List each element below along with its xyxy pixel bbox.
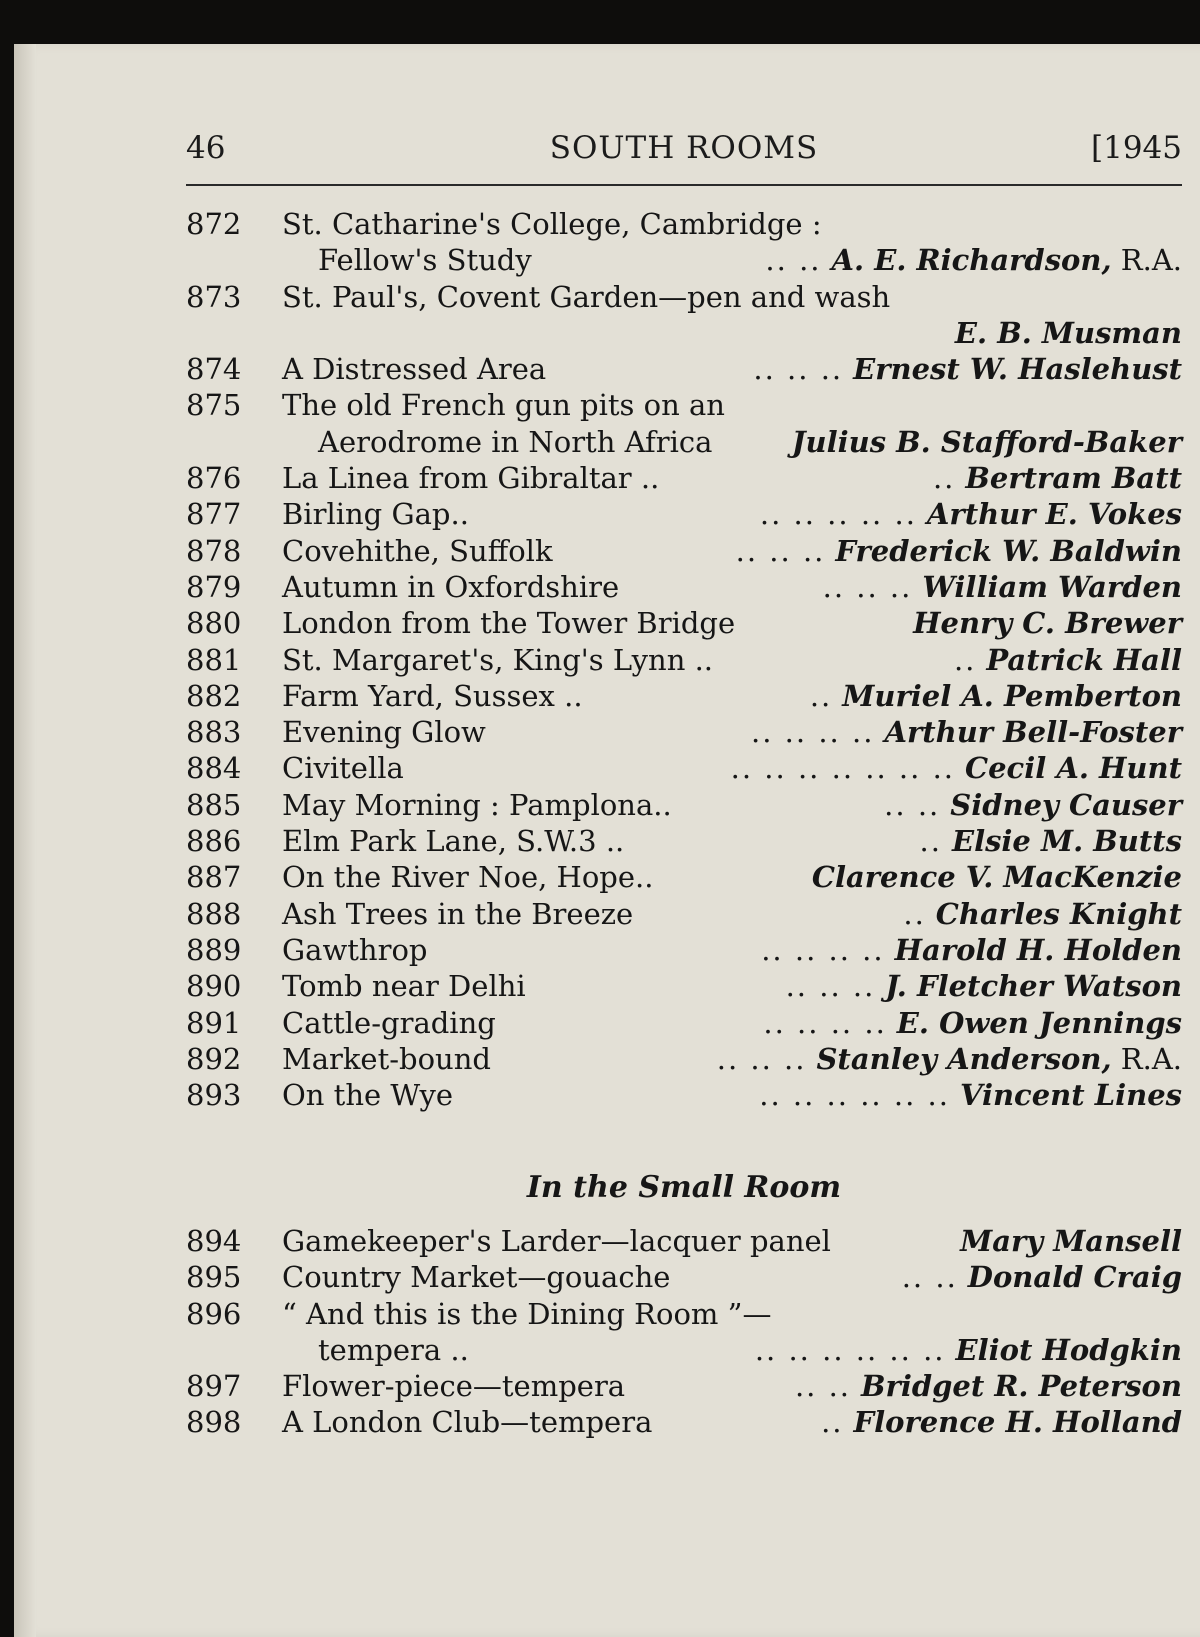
entry-title: Country Market—gouache	[282, 1260, 671, 1295]
artist-name	[956, 1332, 1182, 1368]
artist-name	[986, 642, 1182, 678]
dot-leader: ..	[932, 461, 956, 496]
entry-title: May Morning : Pamplona..	[282, 787, 672, 822]
entry-title: On the Wye	[282, 1078, 454, 1113]
entry-title: Cattle-grading	[282, 1005, 496, 1040]
entry-title: Covehithe, Suffolk	[282, 533, 553, 568]
entry-line	[186, 279, 1182, 315]
artist-name-text: William Warden	[922, 569, 1182, 604]
artist-name	[816, 1041, 1182, 1077]
dot-leader: ..	[809, 678, 833, 713]
artist-name	[960, 1223, 1182, 1259]
entry-title: Birling Gap..	[282, 497, 469, 532]
artist-name-text: Bridget R. Peterson	[861, 1369, 1182, 1404]
entry-list	[186, 206, 1182, 1113]
artist-name-text: Elsie M. Butts	[951, 824, 1182, 859]
artist-name-text: E. B. Musman	[954, 315, 1182, 350]
entry-line	[186, 569, 1182, 605]
artist-name-text: Florence H. Holland	[853, 1405, 1182, 1440]
entry-number: 876	[186, 461, 242, 496]
entry-title: La Linea from Gibraltar ..	[282, 461, 660, 496]
dot-leader: .. ..	[794, 1369, 852, 1404]
entry-line	[186, 1404, 1182, 1440]
entry-title: Market-bound	[282, 1041, 491, 1076]
artist-name	[842, 678, 1182, 714]
artist-name	[936, 896, 1182, 932]
artist-name-text: Arthur Bell-Foster	[884, 715, 1182, 750]
entry-number: 893	[186, 1078, 242, 1113]
artist-name-text: Henry C. Brewer	[913, 606, 1182, 641]
dot-leader: ..	[953, 642, 977, 677]
entry-number: 879	[186, 569, 242, 604]
entry-line	[186, 787, 1182, 823]
entry-number: 891	[186, 1005, 242, 1040]
artist-name-text: Ernest W. Haslehust	[853, 352, 1182, 387]
artist-name	[832, 242, 1182, 278]
dot-leader: .. .. .. .. .. ..	[759, 1078, 950, 1113]
entry-title: Farm Yard, Sussex ..	[282, 678, 583, 713]
entry-line	[186, 968, 1182, 1004]
entry-line	[186, 1223, 1182, 1259]
artist-name	[884, 714, 1182, 750]
dot-leader: .. .. .. ..	[761, 932, 885, 967]
entry-line	[186, 859, 1182, 895]
artist-name	[968, 1259, 1182, 1295]
entry-title: Civitella	[282, 751, 404, 786]
artist-name-text: Eliot Hodgkin	[955, 1332, 1182, 1367]
entry-number: 896	[186, 1296, 242, 1331]
entry-line	[186, 896, 1182, 932]
page-number: 46	[186, 130, 226, 166]
artist-name	[913, 605, 1182, 641]
entry-line	[186, 460, 1182, 496]
entry-title: Aerodrome in North Africa	[318, 424, 713, 459]
entry-line	[186, 678, 1182, 714]
entry-title: “ And this is the Dining Room ”—	[282, 1296, 772, 1331]
entry-number: 898	[186, 1405, 242, 1440]
dot-leader: .. ..	[901, 1260, 958, 1295]
entry-line	[186, 714, 1182, 750]
artist-name-text: Patrick Hall	[986, 642, 1182, 677]
entry-title: A Distressed Area	[282, 352, 547, 387]
entry-line	[186, 533, 1182, 569]
artist-name-text: Muriel A. Pemberton	[842, 678, 1182, 713]
artist-name-text: Stanley Anderson,	[816, 1041, 1112, 1076]
dot-leader: ..	[821, 1405, 844, 1440]
entry-number: 890	[186, 969, 242, 1004]
artist-name-text: Bertram Batt	[965, 461, 1182, 496]
page-gutter-shadow	[14, 44, 36, 1637]
entry-line	[186, 1296, 1182, 1332]
artist-name-text: Vincent Lines	[959, 1078, 1182, 1113]
artist-name	[965, 750, 1182, 786]
entry-number: 874	[186, 352, 242, 387]
artist-honor: R.A.	[1111, 243, 1182, 278]
entry-line	[186, 605, 1182, 641]
artist-name	[922, 569, 1182, 605]
entry-number: 882	[186, 678, 242, 713]
entry-number: 875	[186, 388, 242, 423]
entry-line	[186, 242, 1182, 278]
entry-title: St. Paul's, Covent Garden—pen and wash	[282, 279, 891, 314]
entry-title: St. Catharine's College, Cambridge :	[282, 207, 822, 241]
artist-name	[897, 1005, 1182, 1041]
entry-number: 872	[186, 207, 242, 241]
artist-name	[927, 496, 1182, 532]
entry-title: Gawthrop	[282, 932, 428, 967]
dot-leader: .. .. .. .. .. .. ..	[730, 751, 956, 786]
running-head	[186, 130, 1182, 180]
artist-name	[955, 315, 1182, 351]
entry-number: 887	[186, 860, 242, 895]
dot-leader: .. .. ..	[785, 969, 876, 1004]
dot-leader: .. ..	[765, 243, 822, 278]
artist-name-text: Sidney Causer	[950, 787, 1182, 822]
entry-number: 885	[186, 787, 242, 822]
artist-name-text: Cecil A. Hunt	[965, 751, 1182, 786]
artist-name-text: Harold H. Holden	[894, 932, 1182, 967]
entry-line	[186, 823, 1182, 859]
entry-line	[186, 750, 1182, 786]
dot-leader: .. .. .. .. ..	[759, 497, 917, 532]
entry-line	[186, 1332, 1182, 1368]
entry-title: Flower-piece—tempera	[282, 1369, 626, 1404]
entry-number: 895	[186, 1260, 242, 1295]
entry-line	[186, 932, 1182, 968]
dot-leader: ..	[903, 896, 926, 931]
entry-title: Ash Trees in the Breeze	[282, 896, 634, 931]
artist-name-text: Clarence V. MacKenzie	[811, 860, 1182, 895]
small-room-entry-list	[186, 1223, 1182, 1441]
artist-name	[895, 932, 1182, 968]
entry-title: Autumn in Oxfordshire	[282, 569, 620, 604]
entry-line	[186, 351, 1182, 387]
entry-number: 889	[186, 932, 242, 967]
entry-title: Tomb near Delhi	[282, 969, 526, 1004]
entry-number: 883	[186, 715, 242, 750]
page-title: SOUTH ROOMS	[549, 130, 819, 166]
artist-honor: R.A.	[1111, 1041, 1182, 1076]
entry-number: 881	[186, 642, 242, 677]
dot-leader: .. .. ..	[822, 569, 913, 604]
entry-title: tempera ..	[318, 1332, 469, 1367]
dot-leader: .. .. ..	[716, 1041, 807, 1076]
entry-line	[186, 496, 1182, 532]
entry-line	[186, 1368, 1182, 1404]
entry-number: 894	[186, 1224, 242, 1258]
dot-leader: .. .. ..	[735, 533, 826, 568]
artist-name-text: Frederick W. Baldwin	[835, 533, 1182, 568]
artist-name	[965, 460, 1182, 496]
artist-name	[960, 1077, 1182, 1113]
entry-line	[186, 424, 1182, 460]
artist-name	[853, 351, 1182, 387]
dot-leader: .. .. .. .. .. ..	[754, 1332, 946, 1367]
entry-line	[186, 315, 1182, 351]
entry-line	[186, 1041, 1182, 1077]
dot-leader: .. .. ..	[753, 352, 844, 387]
section-heading: In the Small Room	[526, 1170, 842, 1205]
dot-leader: .. ..	[884, 787, 941, 822]
entry-line	[186, 1259, 1182, 1295]
entry-line	[186, 642, 1182, 678]
entry-title: Elm Park Lane, S.W.3 ..	[282, 824, 625, 859]
entry-number: 873	[186, 279, 242, 314]
artist-name-text: J. Fletcher Watson	[885, 969, 1182, 1004]
entry-title: Gamekeeper's Larder—lacquer panel	[282, 1224, 831, 1258]
dot-leader: ..	[919, 824, 942, 859]
artist-name	[952, 823, 1182, 859]
artist-name	[835, 533, 1182, 569]
entry-number: 892	[186, 1041, 242, 1076]
entry-line	[186, 387, 1182, 423]
entry-number: 897	[186, 1369, 242, 1404]
entry-number: 877	[186, 497, 242, 532]
entry-number: 888	[186, 896, 242, 931]
artist-name-text: A. E. Richardson,	[831, 243, 1112, 278]
artist-name-text: Charles Knight	[935, 896, 1182, 931]
entry-title: A London Club—tempera	[282, 1405, 653, 1440]
entry-title: Evening Glow	[282, 715, 486, 750]
artist-name	[812, 859, 1182, 895]
artist-name	[885, 968, 1182, 1004]
artist-name-text: Mary Mansell	[960, 1224, 1182, 1258]
entry-number: 886	[186, 824, 242, 859]
artist-name-text: Arthur E. Vokes	[926, 497, 1182, 532]
entry-line	[186, 206, 1182, 242]
artist-name-text: Julius B. Stafford-Baker	[791, 424, 1182, 459]
artist-name	[950, 787, 1182, 823]
entry-title: St. Margaret's, King's Lynn ..	[282, 642, 714, 677]
dot-leader: .. .. .. ..	[763, 1005, 887, 1040]
entry-title: Fellow's Study	[318, 243, 532, 278]
entry-title: On the River Noe, Hope..	[282, 860, 654, 895]
entry-line	[186, 1005, 1182, 1041]
artist-name-text: E. Owen Jennings	[896, 1005, 1182, 1040]
artist-name	[861, 1368, 1182, 1404]
entry-title: London from the Tower Bridge	[282, 606, 736, 641]
entry-number: 878	[186, 533, 242, 568]
entry-line	[186, 1077, 1182, 1113]
artist-name-text: Donald Craig	[967, 1260, 1182, 1295]
artist-name	[792, 424, 1182, 460]
entry-number: 880	[186, 606, 242, 641]
entry-number: 884	[186, 751, 242, 786]
year-label: [1945	[1091, 130, 1182, 166]
artist-name	[854, 1404, 1183, 1440]
dot-leader: .. .. .. ..	[751, 715, 875, 750]
header-rule	[186, 184, 1182, 186]
entry-title: The old French gun pits on an	[282, 388, 725, 423]
